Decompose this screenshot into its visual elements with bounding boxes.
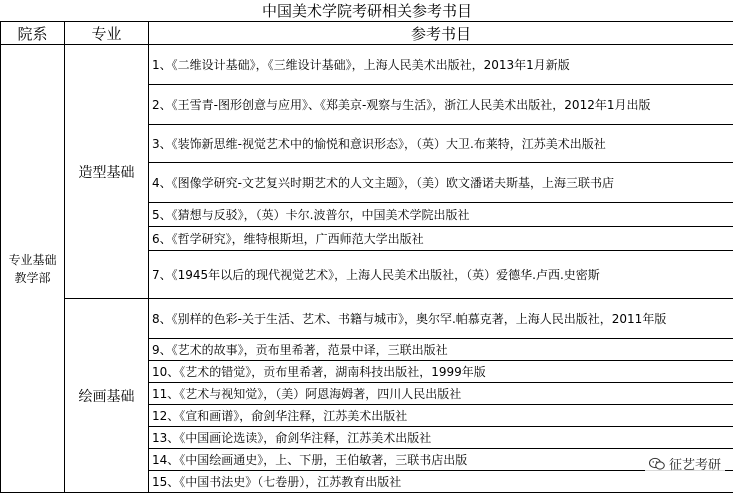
book-row: 7、《1945年以后的现代视觉艺术》，上海人民美术出版社，（英）爱德华.卢西.史密斯 — [149, 251, 733, 299]
book-row: 10、《艺术的错觉》，贡布里希著，湖南科技出版社，1999年版 — [149, 361, 733, 383]
watermark-text: 征艺考研 — [668, 458, 721, 473]
wechat-icon — [649, 457, 665, 471]
book-row: 6、《哲学研究》，维特根斯坦，广西师范大学出版社 — [149, 227, 733, 251]
header-dept: 院系 — [1, 22, 65, 45]
page-title: 中国美术学院考研相关参考书目 — [1, 0, 733, 22]
major-huihua: 绘画基础 — [65, 299, 149, 493]
major-zaoxing: 造型基础 — [65, 45, 149, 299]
book-row: 11、《艺术与视知觉》，（美）阿恩海姆著，四川人民出版社 — [149, 383, 733, 405]
book-row: 13、《中国画论选读》，俞剑华注释，江苏美术出版社 — [149, 427, 733, 449]
book-row: 15、《中国书法史》（七卷册），江苏教育出版社 — [149, 471, 733, 493]
book-row: 12、《宣和画谱》，俞剑华注释，江苏美术出版社 — [149, 405, 733, 427]
book-row: 4、《图像学研究-文艺复兴时期艺术的人文主题》，（美）欧文潘诺夫斯基，上海三联书店 — [149, 163, 733, 203]
department-cell: 专业基础教学部 — [1, 45, 65, 493]
header-books: 参考书目 — [149, 22, 733, 45]
book-row: 14、《中国绘画通史》，上、下册，王伯敏著，三联书店出版 — [149, 449, 733, 471]
header-major: 专业 — [65, 22, 149, 45]
watermark — [645, 453, 725, 474]
book-row: 1、《二维设计基础》，《三维设计基础》，上海人民美术出版社，2013年1月新版 — [149, 45, 733, 85]
book-row: 8、《别样的色彩-关于生活、艺术、书籍与城市》，奥尔罕.帕慕克著，上海人民出版社，2011年版 — [149, 299, 733, 339]
book-row: 5、《猜想与反驳》，（英）卡尔.波普尔，中国美术学院出版社 — [149, 203, 733, 227]
book-row: 3、《装饰新思维-视觉艺术中的愉悦和意识形态》，（英）大卫.布莱特，江苏美术出版社 — [149, 125, 733, 163]
book-row: 9、《艺术的故事》，贡布里希著，范景中译，三联出版社 — [149, 339, 733, 361]
book-row: 2、《王雪青-图形创意与应用》、《郑美京-观察与生活》，浙江人民美术出版社，2012年1月出版 — [149, 85, 733, 125]
